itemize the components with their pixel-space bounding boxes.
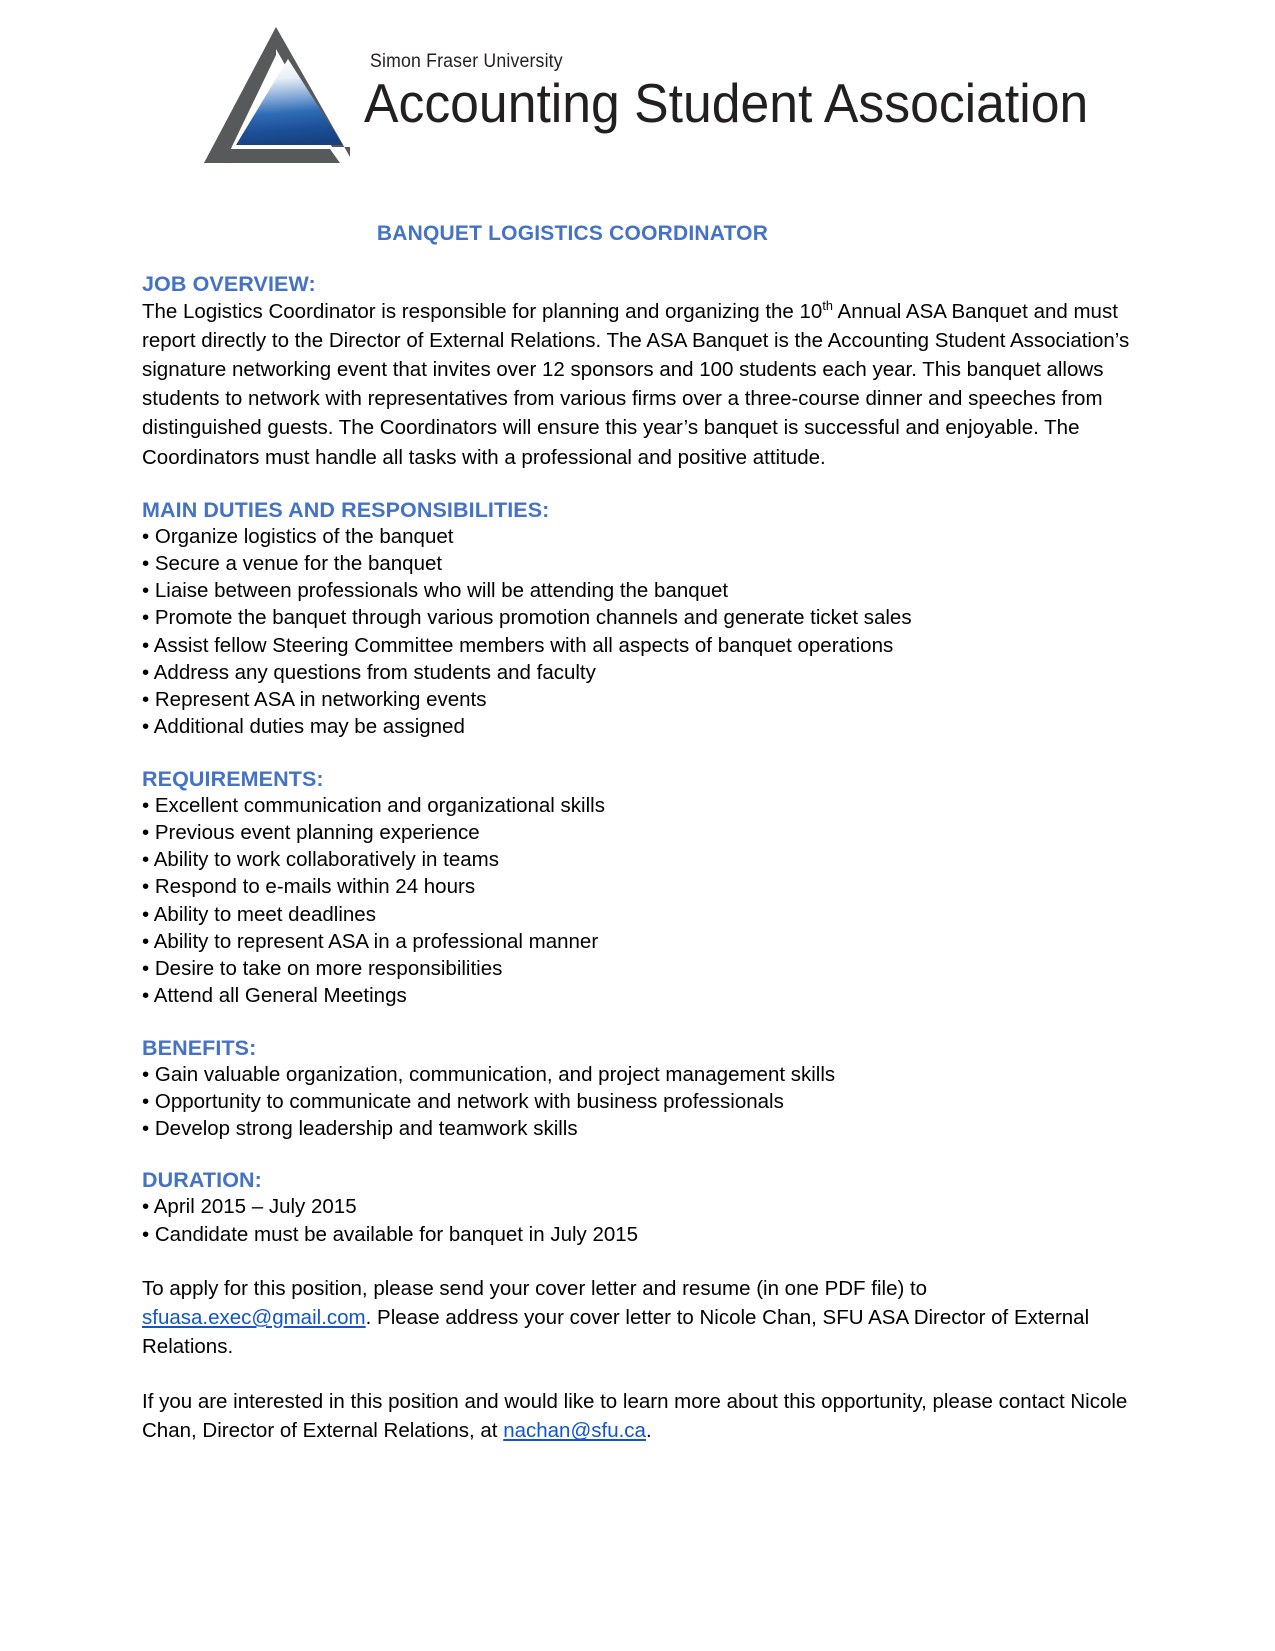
list-item: • Desire to take on more responsibilities: [142, 957, 503, 981]
benefits-list: [142, 1061, 1133, 1143]
section-job-overview: [142, 272, 1133, 472]
list-item: • Excellent communication and organizational skills: [142, 793, 605, 817]
contact-paragraph: [142, 1387, 1133, 1445]
section-requirements: [142, 767, 1133, 1010]
list-item: • Secure a venue for the banquet: [142, 551, 443, 575]
list-item: • Develop strong leadership and teamwork skills: [142, 1117, 578, 1141]
list-item: • Candidate must be available for banquet in July 2015: [142, 1222, 639, 1246]
list-item: • Ability to meet deadlines: [142, 902, 376, 926]
list-item: • Liaise between professionals who will be attending the banquet: [142, 579, 729, 603]
list-item: • Organize logistics of the banquet: [142, 524, 454, 548]
list-item: • Additional duties may be assigned: [142, 715, 465, 739]
apply-text-post: . Please address your cover letter to Nicole Chan, SFU ASA Director of External Relations.: [142, 1306, 1090, 1359]
section-heading-job-overview: JOB OVERVIEW:: [142, 272, 316, 296]
list-item: • Represent ASA in networking events: [142, 688, 487, 712]
section-benefits: [142, 1036, 1133, 1143]
contact-email-link[interactable]: nachan@sfu.ca: [503, 1419, 646, 1443]
job-overview-paragraph: [142, 297, 1133, 472]
ordinal-suffix: th: [822, 298, 833, 314]
requirements-list: [142, 792, 1133, 1010]
section-heading-duration: DURATION:: [142, 1168, 262, 1193]
list-item: • Opportunity to communicate and network with business professionals: [142, 1089, 784, 1113]
apply-text-pre: To apply for this position, please send your cover letter and resume (in one PDF file) to: [142, 1276, 928, 1300]
list-item: • Gain valuable organization, communication, and project management skills: [142, 1062, 836, 1086]
job-overview-text-post: Annual ASA Banquet and must report directly to the Director of External Relations. The ASA Banquet is the Accounting Student Association’s signature networking event that invites over 12 sponsors and 100 students each year. This banquet allows students to network with representatives from various firms over a three-course dinner and speeches from distinguished guests. The Coordinators will ensure this year’s banquet is successful and enjoyable. The Coordinators must handle all tasks with a professional and positive attitude.: [142, 300, 1130, 469]
list-item: • Assist fellow Steering Committee members with all aspects of banquet operations: [142, 633, 894, 657]
page-title: BANQUET LOGISTICS COORDINATOR: [376, 222, 769, 245]
section-duration: [142, 1168, 1133, 1248]
section-heading-benefits: BENEFITS:: [142, 1035, 257, 1060]
sfu-asa-triangle-logo-icon: [200, 25, 352, 165]
section-main-duties: [142, 498, 1133, 741]
contact-text-pre: If you are interested in this position and would like to learn more about this opportunity, please contact Nicole Chan, Director of External Relations, at: [142, 1390, 1128, 1443]
list-item: • Address any questions from students and faculty: [142, 660, 596, 684]
letterhead: [142, 0, 1133, 200]
apply-email-link[interactable]: sfuasa.exec@gmail.com: [142, 1306, 366, 1330]
section-heading-requirements: REQUIREMENTS:: [142, 766, 324, 791]
organization-name: Accounting Student Association: [364, 72, 1089, 134]
university-name: Simon Fraser University: [370, 51, 563, 72]
logo-wordmark: [364, 25, 1135, 133]
duration-list: [142, 1193, 1133, 1248]
contact-text-post: .: [645, 1419, 652, 1443]
list-item: • Promote the banquet through various promotion channels and generate ticket sales: [142, 606, 912, 630]
apply-instructions-paragraph: [142, 1274, 1133, 1361]
job-overview-text-pre: The Logistics Coordinator is responsible for planning and organizing the 10: [142, 300, 823, 323]
main-duties-list: [142, 523, 1133, 741]
list-item: • Respond to e-mails within 24 hours: [142, 875, 476, 899]
list-item: • Ability to represent ASA in a professional manner: [142, 929, 599, 953]
list-item: • Attend all General Meetings: [142, 984, 407, 1008]
list-item: • Previous event planning experience: [142, 820, 480, 844]
list-item: • Ability to work collaboratively in teams: [142, 848, 499, 872]
list-item: • April 2015 – July 2015: [142, 1195, 357, 1219]
section-heading-main-duties: MAIN DUTIES AND RESPONSIBILITIES:: [142, 497, 550, 522]
